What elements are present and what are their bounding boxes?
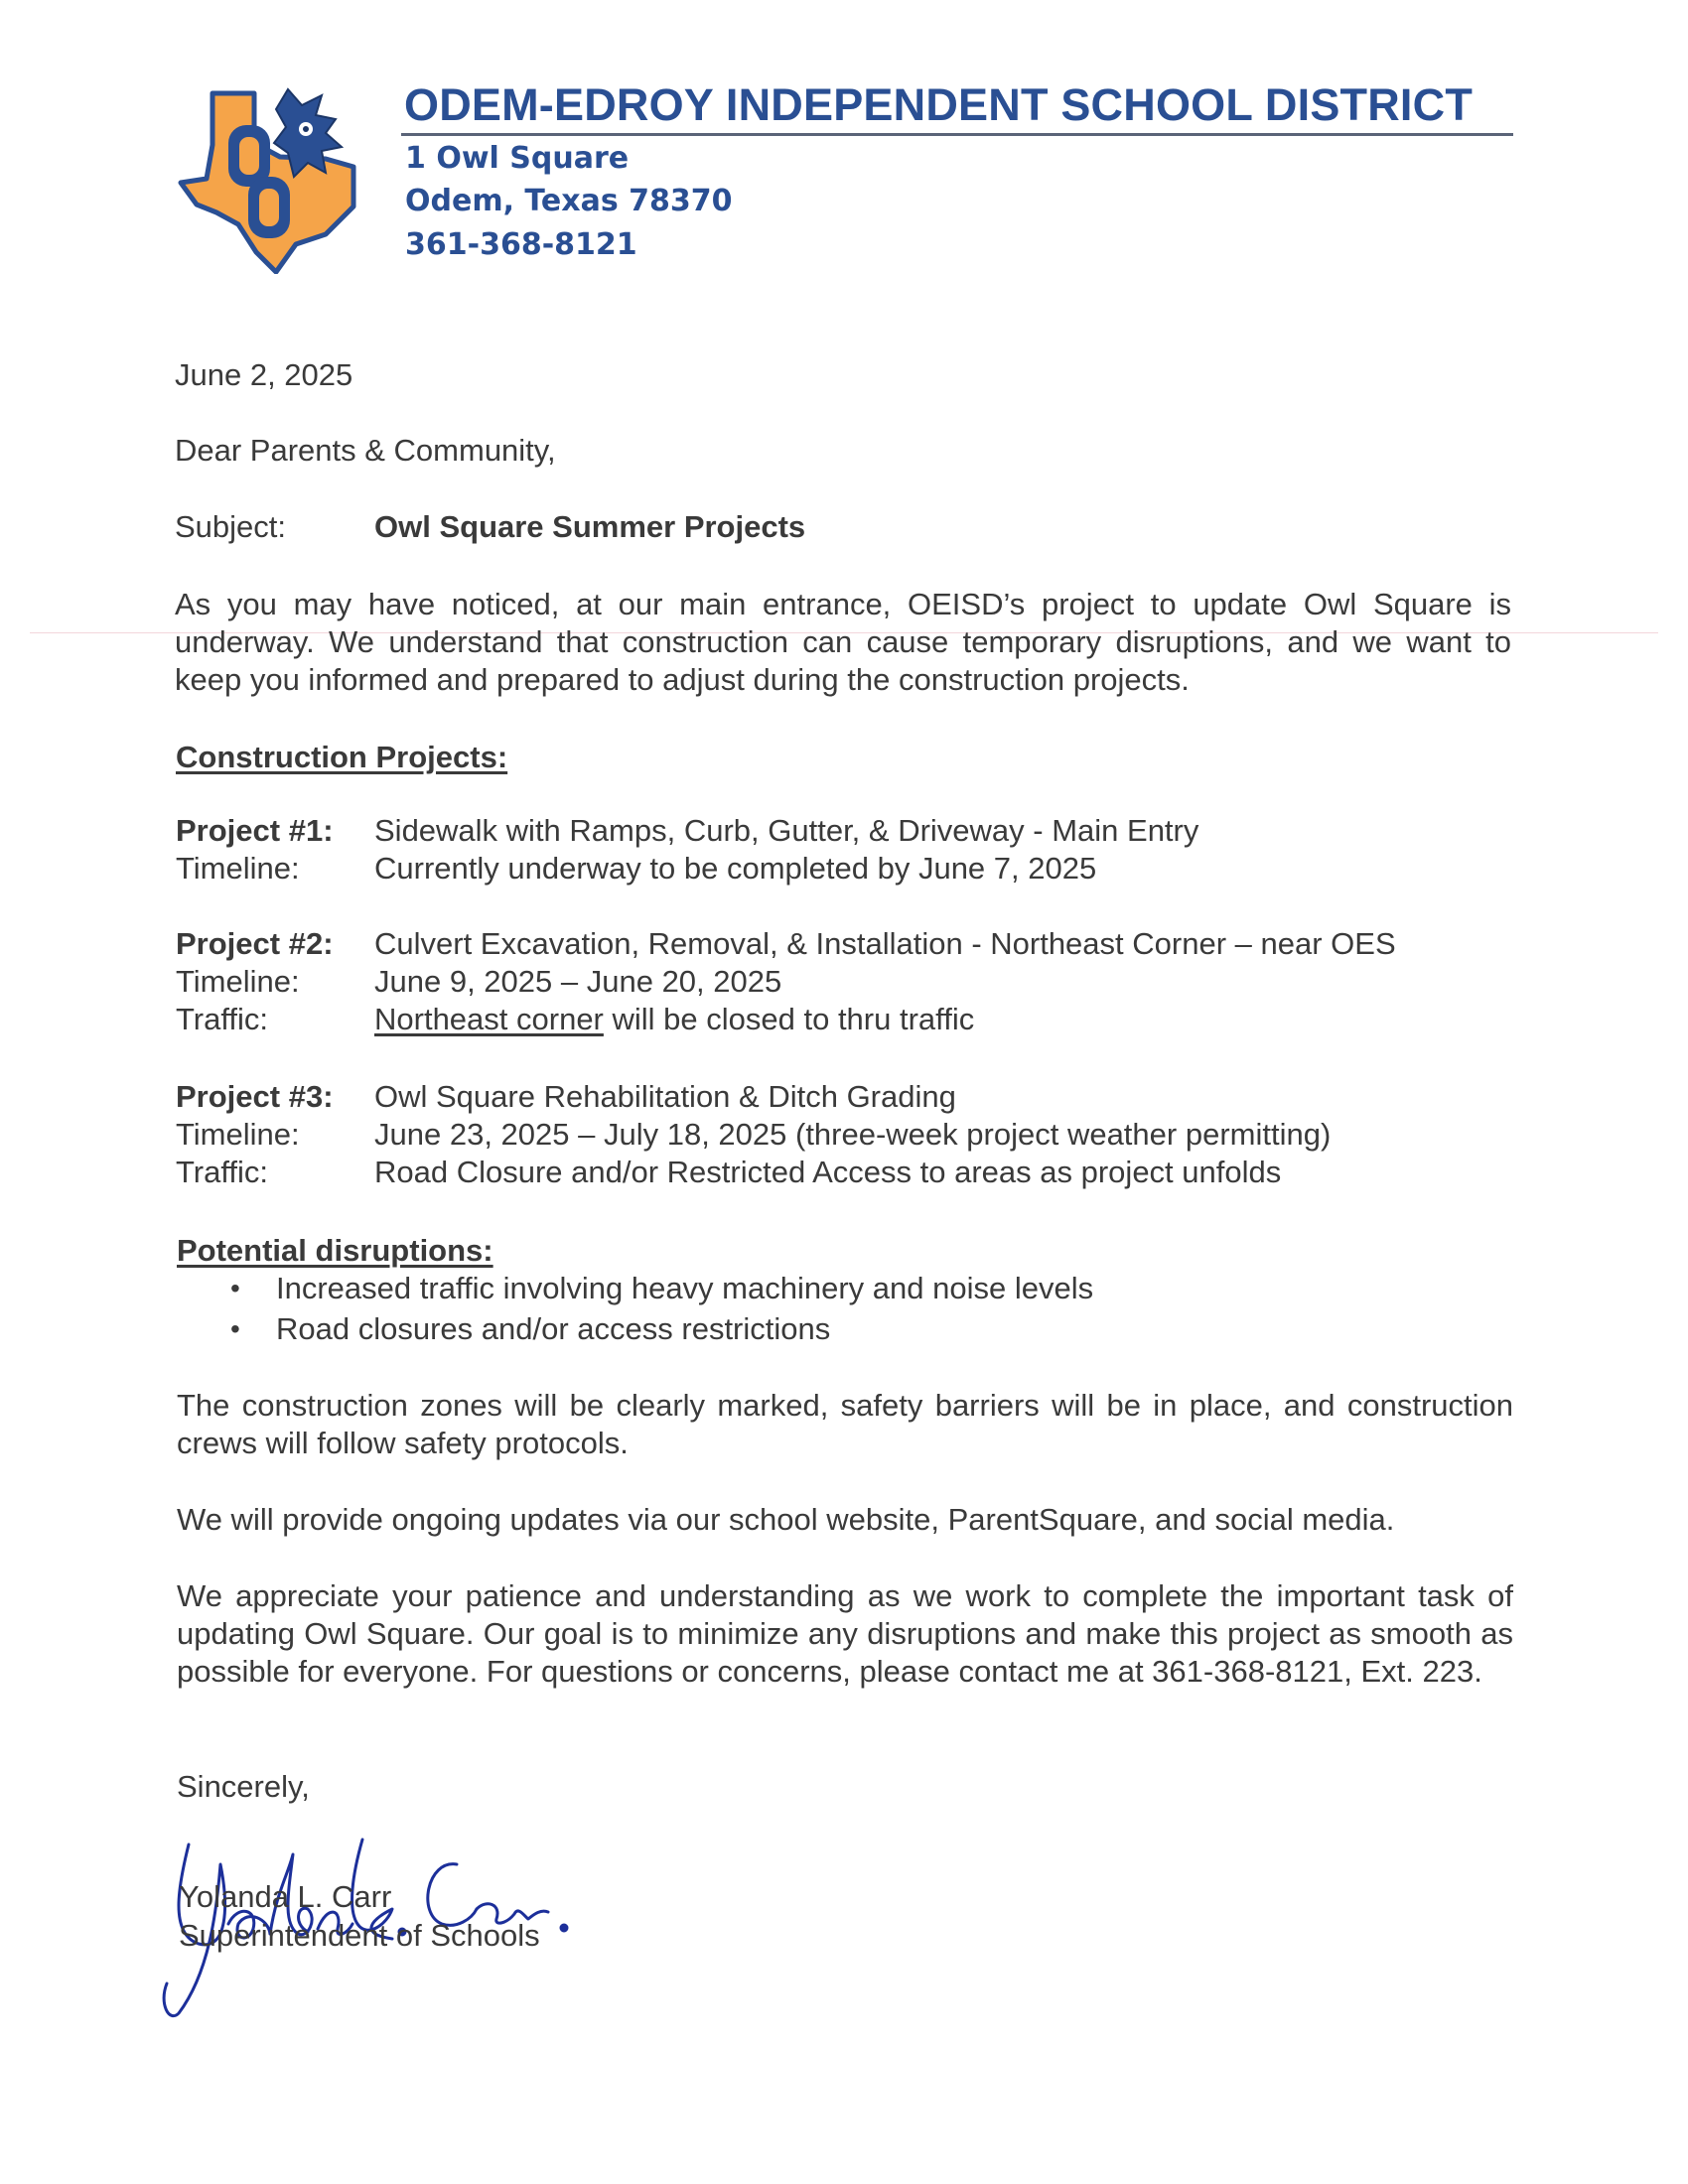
projects-heading: Construction Projects: (176, 740, 508, 774)
subject-label: Subject: (175, 509, 287, 544)
project-3-traffic: Road Closure and/or Restricted Access to areas as project unfolds (374, 1155, 1282, 1189)
closing-paragraph: We appreciate your patience and understanding as we work to complete the important task of updating Owl Square. Our goal is to minimize any disruptions and make this project as smooth as possible for everyone. For questions or concerns, please contact me at 361-368-8121, Ext. 223. (177, 1578, 1513, 1689)
project-1-timeline-label: Timeline: (176, 851, 300, 886)
safety-paragraph: The construction zones will be clearly marked, safety barriers will be in place, and construction crews will follow safety protocols. (177, 1388, 1513, 1460)
header-divider (401, 133, 1513, 136)
project-3-traffic-label: Traffic: (176, 1155, 269, 1189)
district-logo (177, 85, 371, 274)
project-3-label: Project #3: (176, 1079, 334, 1114)
project-3-title: Owl Square Rehabilitation & Ditch Grading (374, 1079, 956, 1114)
district-name: ODEM-EDROY INDEPENDENT SCHOOL DISTRICT (404, 79, 1474, 130)
signer-name: Yolanda L. Carr (179, 1879, 392, 1914)
updates-paragraph: We will provide ongoing updates via our school website, ParentSquare, and social media. (177, 1502, 1395, 1537)
project-2-traffic-location: Northeast corner (374, 1002, 604, 1036)
address-line-1: 1 Owl Square (405, 141, 630, 176)
project-2-traffic-detail: will be closed to thru traffic (603, 1002, 975, 1036)
logo-monogram-text: OO (177, 85, 179, 86)
project-2-label: Project #2: (176, 926, 334, 961)
bullet-icon: • (230, 1313, 240, 1344)
project-3-timeline: June 23, 2025 – July 18, 2025 (three-week project weather permitting) (374, 1117, 1332, 1152)
disruptions-heading: Potential disruptions: (177, 1233, 493, 1268)
project-2-traffic-label: Traffic: (176, 1002, 269, 1036)
sign-off: Sincerely, (177, 1769, 310, 1804)
project-2-title: Culvert Excavation, Removal, & Installation - Northeast Corner – near OES (374, 926, 1396, 961)
project-3-timeline-label: Timeline: (176, 1117, 300, 1152)
salutation: Dear Parents & Community, (175, 433, 556, 468)
signer-title: Superintendent of Schools (179, 1918, 540, 1953)
disruption-item-1: Increased traffic involving heavy machinery and noise levels (276, 1271, 1094, 1305)
subject-text: Owl Square Summer Projects (374, 509, 806, 544)
intro-paragraph: As you may have noticed, at our main entrance, OEISD’s project to update Owl Square is underway. We understand that construction can cause temporary disruptions, and we want to keep you informed and prepared to adjust during the construction projects. (175, 587, 1511, 697)
phone-number: 361-368-8121 (405, 227, 637, 262)
disruption-item-2: Road closures and/or access restrictions (276, 1311, 831, 1346)
project-1-label: Project #1: (176, 813, 334, 848)
bullet-icon: • (230, 1273, 240, 1303)
signature-text: Yolanda L. Carr (159, 1825, 166, 1826)
project-2-timeline: June 9, 2025 – June 20, 2025 (374, 964, 782, 999)
address-line-2: Odem, Texas 78370 (405, 184, 733, 218)
letter-date: June 2, 2025 (175, 357, 353, 392)
project-1-timeline: Currently underway to be completed by June 7, 2025 (374, 851, 1097, 886)
project-1-title: Sidewalk with Ramps, Curb, Gutter, & Driveway - Main Entry (374, 813, 1199, 848)
project-2-traffic (374, 1002, 974, 1037)
project-2-timeline-label: Timeline: (176, 964, 300, 999)
